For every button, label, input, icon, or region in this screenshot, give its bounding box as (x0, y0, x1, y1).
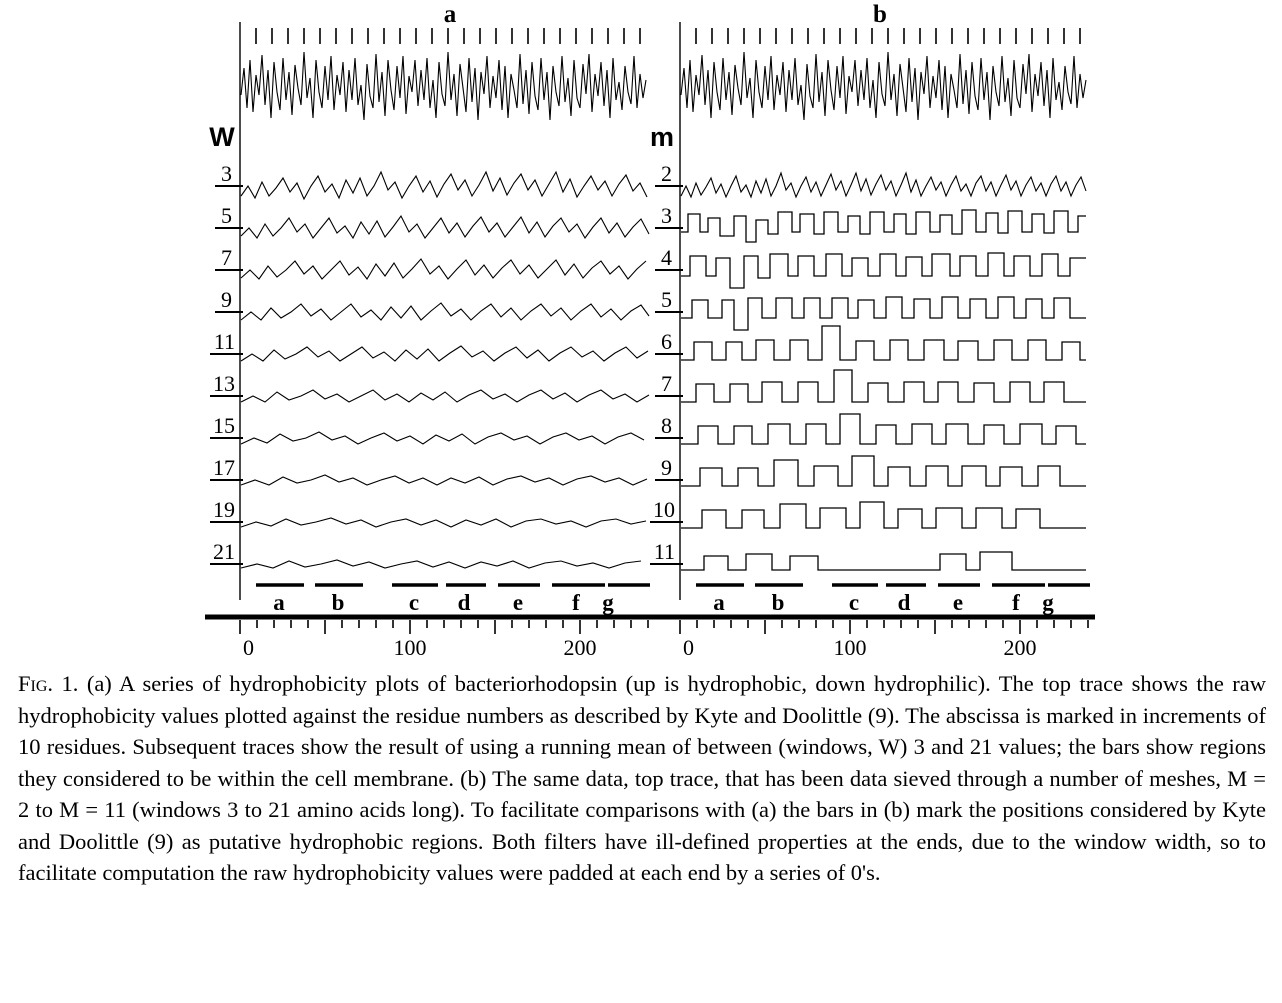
panel-a-raw-trace (241, 52, 646, 120)
panel-b-row-label: 3 (661, 203, 672, 228)
panel-b-region-label: f (1012, 590, 1020, 615)
panel-b-x-ticks (680, 620, 1088, 634)
panel-b-trace-row (655, 326, 1086, 360)
panel-b-row-label: 11 (653, 539, 675, 564)
panel-a-trace-row (215, 245, 646, 279)
panel-a-row-label: 13 (213, 371, 235, 396)
panel-b-region-label: d (897, 590, 911, 615)
caption-text: (a) A series of hydrophobicity plots of bacteriorhodopsin (up is hydrophobic, down hydrophilic). The top trace shows the raw hydrophobicity values plotted against the residue numbers as described by Kyte and Doolittle (9). The abscissa is marked in increments of 10 residues. Subsequent traces show the result of using a running mean of between (windows, W) 3 and 21 values; the bars show regions they considered to be within the cell membrane. (b) The same data, top trace, that has been data sieved through a number of meshes, M = 2 to M = 11 (windows 3 to 21 amino acids long). To facilitate comparisons with (a) the bars in (b) mark the positions considered by Kyte and Doolittle (9) as putative hydrophobic regions. Both filters have ill-defined properties at the ends, due to the window width, so to facilitate computation the raw hydrophobicity values were padded at each end by a series of 0's. (18, 671, 1266, 885)
panel-a-trace-row (210, 413, 644, 444)
panel-b-trace-row (650, 497, 1086, 528)
panel-a-x-ticks (240, 620, 648, 634)
panel-b-raw-trace (681, 52, 1086, 120)
panel-b-xtick-label: 0 (683, 635, 694, 655)
caption-label: Fig. 1. (18, 671, 79, 696)
panel-b-trace-row (655, 203, 1086, 242)
panel-a-row-label: 21 (213, 539, 235, 564)
panel-b-xtick-label: 100 (833, 635, 867, 655)
panel-a-region-label: g (602, 590, 614, 615)
panel-a-region-label: c (408, 590, 420, 615)
panel-a-trace-row (215, 203, 649, 238)
panel-a-row-label: 3 (221, 161, 232, 186)
panel-a-trace-row (210, 371, 649, 402)
panel-b-row-label: 10 (653, 497, 675, 522)
panel-b-trace-row (650, 539, 1086, 570)
panel-b-trace-row (655, 161, 1086, 197)
panel-b-region-label: c (848, 590, 860, 615)
panel-a-xtick-label: 100 (393, 635, 427, 655)
panel-b-row-label: 7 (661, 371, 672, 396)
panel-a-trace-row (210, 497, 646, 527)
panel-a (205, 22, 655, 655)
panel-b-letter: b (873, 1, 887, 28)
panel-a-trace-row (210, 539, 641, 568)
panel-b-row-label: 9 (661, 455, 672, 480)
panel-a-row-label: 7 (221, 245, 232, 270)
panel-a-trace-row (210, 329, 648, 361)
panel-b-region-label: a (713, 590, 725, 615)
panel-a-region-label: b (331, 590, 345, 615)
panel-a-region-label: f (572, 590, 580, 615)
panel-b-row-label: 5 (661, 287, 672, 312)
panel-a-row-label: 11 (213, 329, 235, 354)
figure-caption (18, 668, 1266, 889)
panel-b-trace-row (655, 413, 1086, 444)
panel-a-top-ticks (256, 28, 640, 44)
panel-a-region-label: e (512, 590, 524, 615)
panel-b-trace-row (655, 370, 1086, 402)
panel-b-row-label: 8 (661, 413, 672, 438)
panel-b-region-label: g (1042, 590, 1054, 615)
panel-b (645, 22, 1095, 655)
panel-b-top-ticks (696, 28, 1080, 44)
panel-a-letter: a (443, 1, 457, 28)
panel-b-xtick-label: 200 (1003, 635, 1037, 655)
panel-a-parameter-label: W (209, 122, 235, 152)
panel-b-region-label: e (952, 590, 964, 615)
panel-a-row-label: 9 (221, 287, 232, 312)
panel-b-trace-row (655, 455, 1086, 486)
panel-a-region-label: a (273, 590, 285, 615)
panel-a-row-label: 5 (221, 203, 232, 228)
panel-b-region-label: b (771, 590, 785, 615)
panel-a-trace-row (210, 455, 647, 485)
panel-b-parameter-label: m (649, 122, 675, 152)
panel-a-row-label: 17 (213, 455, 235, 480)
panel-a-xtick-label: 0 (243, 635, 254, 655)
panel-a-trace-row (215, 161, 647, 199)
panel-a-row-label: 15 (213, 413, 235, 438)
panel-a-trace-row (215, 287, 649, 320)
panel-a-xtick-label: 200 (563, 635, 597, 655)
panel-b-row-label: 6 (661, 329, 672, 354)
panel-a-row-label: 19 (213, 497, 235, 522)
panel-a-region-label: d (457, 590, 471, 615)
panel-b-trace-row (655, 287, 1086, 330)
panel-b-row-label: 4 (661, 245, 672, 270)
panel-b-trace-row (655, 245, 1086, 288)
panel-b-row-label: 2 (661, 161, 672, 186)
